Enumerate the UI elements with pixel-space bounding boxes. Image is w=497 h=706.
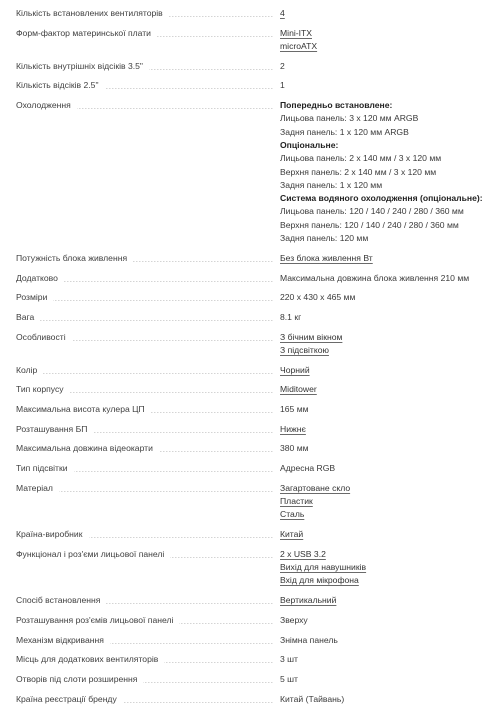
spec-label-text: Розміри [16,292,53,302]
spec-label [16,364,274,376]
spec-value-link[interactable]: Нижнє [280,423,306,434]
spec-value: Зверху [280,614,308,625]
spec-values [280,364,492,377]
spec-value: Максимальна довжина блока живлення 210 мм [280,272,470,283]
spec-value-link[interactable]: Miditower [280,384,317,395]
spec-values [280,291,492,304]
spec-value-link[interactable]: З підсвіткою [280,344,329,355]
spec-label-text: Колір [16,365,43,375]
spec-label-text: Кількість відсіків 2.5" [16,80,105,90]
spec-value: 380 мм [280,443,309,454]
spec-label [16,693,274,705]
spec-value-link[interactable]: Чорний [280,364,310,375]
spec-values [280,614,492,627]
spec-label [16,272,274,284]
spec-values [280,383,492,396]
spec-label [16,27,274,39]
spec-values [280,7,492,20]
spec-values [280,548,492,588]
spec-label-text: Вага [16,312,40,322]
spec-label-text: Кількість внутрішніх відсіків 3.5" [16,61,149,71]
spec-value: 8.1 кг [280,311,302,322]
spec-value: Лицьова панель: 3 х 120 мм ARGB [280,113,419,124]
spec-values [280,331,492,358]
spec-label [16,614,274,626]
spec-value: 220 х 430 х 465 мм [280,292,356,303]
spec-values [280,311,492,324]
spec-label [16,403,274,415]
spec-values [280,673,492,686]
spec-label-text: Розташування БП [16,424,93,434]
spec-value: Задня панель: 120 мм [280,233,369,244]
spec-value: Система водяного охолодження (опціональне): [280,193,483,204]
spec-value: Лицьова панель: 120 / 140 / 240 / 280 / 360 мм [280,206,464,217]
spec-label [16,291,274,303]
spec-values [280,99,492,245]
spec-values [280,79,492,92]
spec-values [280,60,492,73]
spec-value-link[interactable]: Сталь [280,509,305,520]
spec-label [16,383,274,395]
spec-value: Задня панель: 1 х 120 мм [280,179,383,190]
spec-label-text: Країна реєстрації бренду [16,694,123,704]
spec-value: 2 [280,60,285,71]
spec-value: 5 шт [280,673,298,684]
spec-value: Китай (Тайвань) [280,693,345,704]
spec-label-text: Тип підсвітки [16,463,74,473]
spec-label [16,7,274,19]
spec-label-text: Матеріал [16,483,59,493]
spec-label [16,99,274,111]
spec-value-link[interactable]: Mini-ITX [280,27,312,38]
spec-label-text: Отворів під слоти розширення [16,674,143,684]
spec-label [16,482,274,494]
spec-label-text: Тип корпусу [16,384,70,394]
spec-value-link[interactable]: Вихід для навушників [280,562,367,573]
spec-label [16,311,274,323]
spec-values [280,272,492,285]
spec-value-link[interactable]: Вхід для мікрофона [280,575,359,586]
spec-values [280,482,492,522]
spec-label-text: Потужність блока живлення [16,253,133,263]
spec-label-text: Механізм відкривання [16,635,110,645]
spec-values [280,693,492,706]
spec-value-link[interactable]: microATX [280,40,318,51]
spec-value-link[interactable]: З бічним вікном [280,331,343,342]
spec-value: Задня панель: 1 х 120 мм ARGB [280,126,409,137]
spec-values [280,423,492,436]
spec-value: Верхня панель: 2 х 140 мм / 3 х 120 мм [280,166,437,177]
spec-value-link[interactable]: Пластик [280,496,313,507]
spec-value-link[interactable]: Загартоване скло [280,482,351,493]
spec-value-link[interactable]: 2 х USB 3.2 [280,548,326,559]
spec-values [280,653,492,666]
spec-value: Лицьова панель: 2 х 140 мм / 3 х 120 мм [280,153,442,164]
spec-value-link[interactable]: Вертикальний [280,595,337,606]
spec-label [16,423,274,435]
spec-value: 165 мм [280,404,309,414]
spec-values [280,594,492,607]
spec-value-link[interactable]: Без блока живлення Вт [280,252,373,263]
spec-label [16,79,274,91]
spec-label-text: Спосіб встановлення [16,595,106,605]
spec-label [16,634,274,646]
spec-label-text: Країна-виробник [16,529,89,539]
spec-label [16,528,274,540]
spec-label-text: Функціонал і роз'єми лицьової панелі [16,549,170,559]
spec-values [280,442,492,455]
spec-value: Верхня панель: 120 / 140 / 240 / 280 / 360 мм [280,219,459,230]
spec-value-link[interactable]: Китай [280,529,304,540]
spec-label [16,60,274,72]
spec-label-text: Кількість встановлених вентиляторів [16,8,169,18]
spec-label-text: Охолодження [16,100,77,110]
spec-value: 1 [280,80,285,91]
spec-label [16,331,274,343]
spec-label-text: Максимальна висота кулера ЦП [16,404,151,414]
spec-label-text: Особливості [16,332,72,342]
spec-label-text: Максимальна довжина відеокарти [16,443,159,453]
spec-value-link[interactable]: 4 [280,8,285,18]
spec-values [280,528,492,541]
spec-label [16,653,274,665]
spec-label [16,673,274,685]
spec-label-text: Розташування роз'ємів лицьової панелі [16,615,179,625]
spec-values [280,634,492,647]
spec-value: 3 шт [280,654,298,665]
spec-label [16,252,274,264]
spec-values [280,27,492,54]
spec-label-text: Форм-фактор материнської плати [16,28,157,38]
spec-label-text: Місць для додаткових вентиляторів [16,654,164,664]
spec-label [16,548,274,560]
spec-label-text: Додатково [16,273,64,283]
spec-values [280,462,492,475]
spec-label [16,594,274,606]
spec-label [16,462,274,474]
spec-value: Попередньо встановлене: [280,100,393,111]
spec-values [280,252,492,265]
spec-label [16,442,274,454]
spec-value: Опціональне: [280,139,339,150]
spec-value: Адресна RGB [280,463,336,474]
spec-value: Знімна панель [280,634,338,645]
spec-values [280,403,492,416]
